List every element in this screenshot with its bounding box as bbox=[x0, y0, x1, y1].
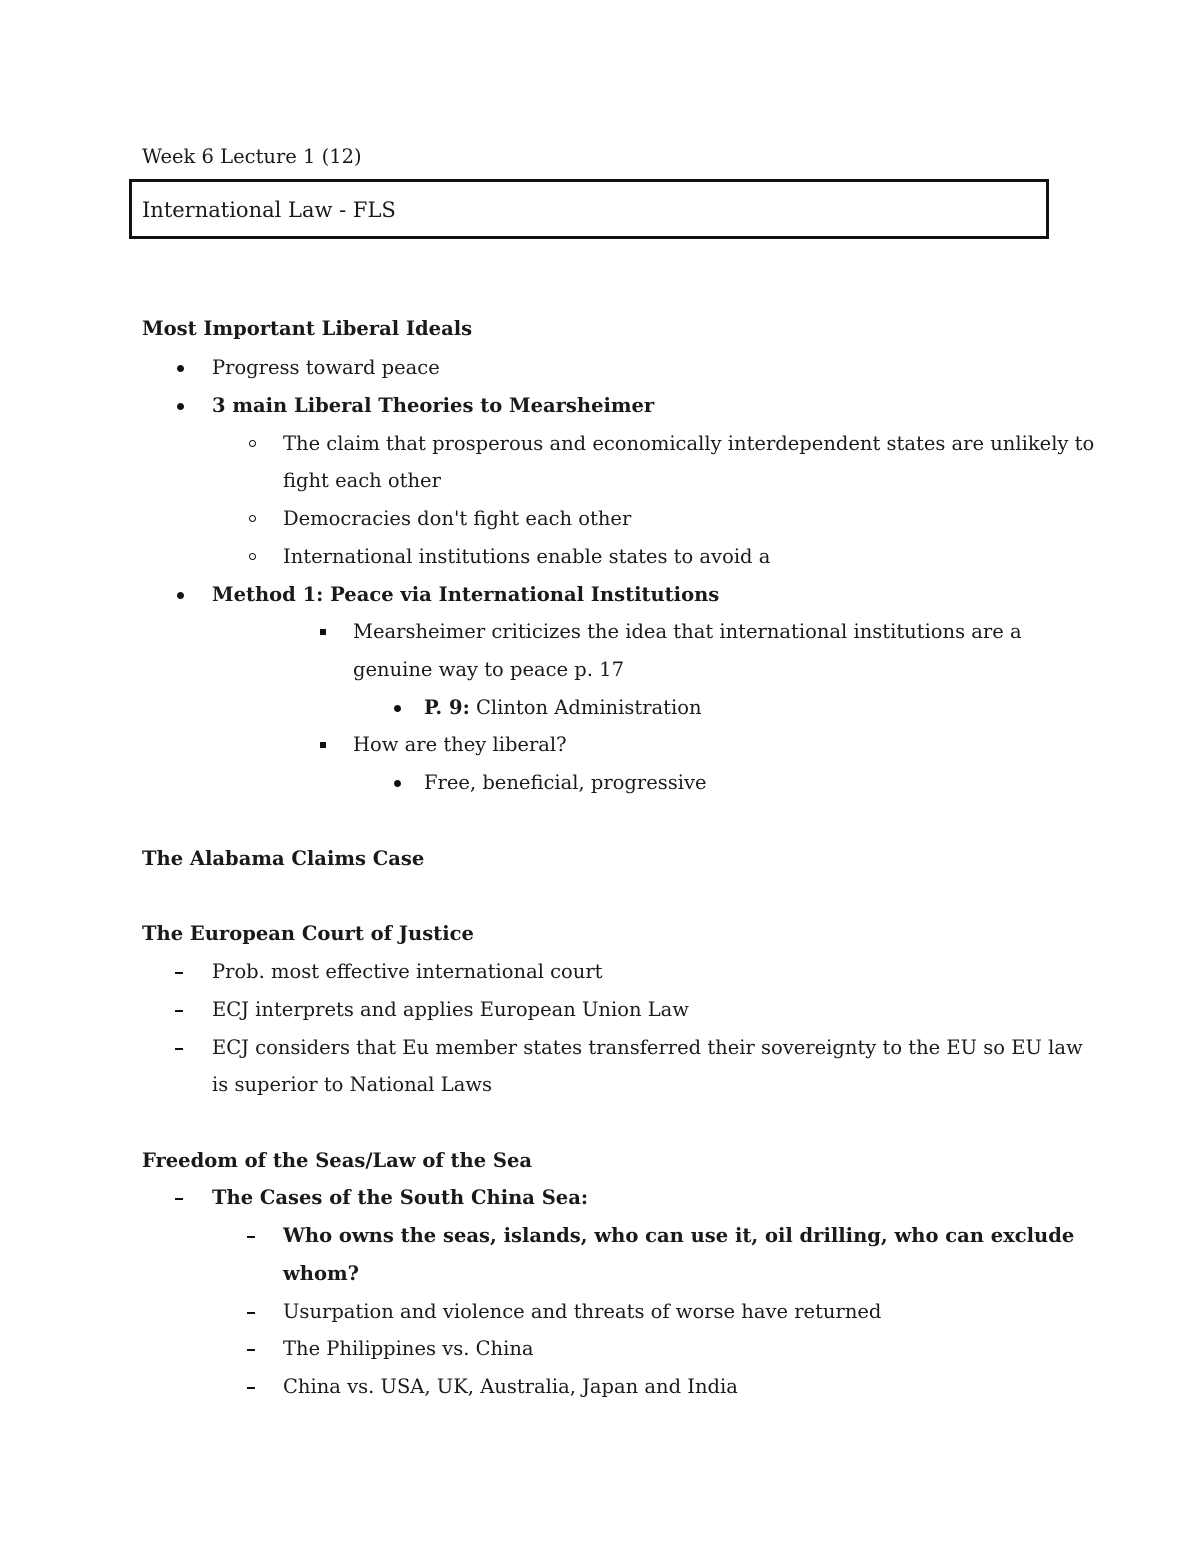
list-item: The Cases of the South China Sea: bbox=[212, 1186, 589, 1209]
bullet-dot-icon bbox=[394, 780, 401, 787]
list-item bbox=[424, 696, 702, 720]
list-item: How are they liberal? bbox=[353, 733, 567, 756]
section-title-ecj: The European Court of Justice bbox=[142, 922, 474, 945]
list-item-bold-prefix: P. 9: bbox=[424, 696, 470, 719]
list-item: 3 main Liberal Theories to Mearsheimer bbox=[212, 394, 655, 417]
list-item: Progress toward peace bbox=[212, 356, 440, 379]
bullet-dash-icon bbox=[175, 1010, 183, 1012]
section-title-law-of-the-sea: Freedom of the Seas/Law of the Sea bbox=[142, 1149, 533, 1172]
bullet-dash-icon bbox=[247, 1387, 255, 1389]
bullet-square-icon bbox=[320, 742, 326, 748]
list-item: The Philippines vs. China bbox=[283, 1337, 534, 1360]
list-item: ECJ interprets and applies European Union Law bbox=[212, 998, 689, 1021]
bullet-dot-icon bbox=[177, 365, 184, 372]
list-item: Prob. most effective international court bbox=[212, 960, 603, 983]
lecture-heading: Week 6 Lecture 1 (12) bbox=[142, 145, 362, 168]
list-item-continuation: genuine way to peace p. 17 bbox=[353, 658, 624, 681]
list-item: Democracies don't fight each other bbox=[283, 507, 632, 530]
bullet-circle-icon bbox=[249, 553, 256, 560]
bullet-square-icon bbox=[320, 629, 326, 635]
bullet-dot-icon bbox=[177, 592, 184, 599]
list-item: Mearsheimer criticizes the idea that international institutions are a bbox=[353, 620, 1022, 643]
title-box bbox=[129, 179, 1049, 239]
list-item: Method 1: Peace via International Institutions bbox=[212, 583, 720, 606]
document-title: International Law - FLS bbox=[142, 198, 396, 222]
list-item: Free, beneficial, progressive bbox=[424, 771, 707, 794]
bullet-circle-icon bbox=[249, 515, 256, 522]
bullet-dot-icon bbox=[177, 403, 184, 410]
list-item: The claim that prosperous and economically interdependent states are unlikely to bbox=[283, 432, 1095, 455]
bullet-dash-icon bbox=[247, 1312, 255, 1314]
bullet-dash-icon bbox=[175, 1048, 183, 1050]
bullet-dot-icon bbox=[394, 705, 401, 712]
list-item: China vs. USA, UK, Australia, Japan and India bbox=[283, 1375, 738, 1398]
list-item: International institutions enable states to avoid a bbox=[283, 545, 771, 568]
section-title-liberal-ideals: Most Important Liberal Ideals bbox=[142, 317, 473, 340]
list-item: ECJ considers that Eu member states transferred their sovereignty to the EU so EU law bbox=[212, 1036, 1083, 1059]
bullet-dash-icon bbox=[175, 972, 183, 974]
list-item: Who owns the seas, islands, who can use it, oil drilling, who can exclude bbox=[283, 1224, 1075, 1247]
bullet-dash-icon bbox=[247, 1349, 255, 1351]
list-item-text: Clinton Administration bbox=[469, 696, 702, 719]
bullet-dash-icon bbox=[175, 1198, 183, 1200]
bullet-circle-icon bbox=[249, 440, 256, 447]
section-title-alabama-claims: The Alabama Claims Case bbox=[142, 847, 425, 870]
list-item-continuation: whom? bbox=[283, 1262, 360, 1285]
list-item-continuation: is superior to National Laws bbox=[212, 1073, 493, 1096]
list-item-continuation: fight each other bbox=[283, 469, 441, 492]
bullet-dash-icon bbox=[247, 1236, 255, 1238]
list-item: Usurpation and violence and threats of worse have returned bbox=[283, 1300, 882, 1323]
